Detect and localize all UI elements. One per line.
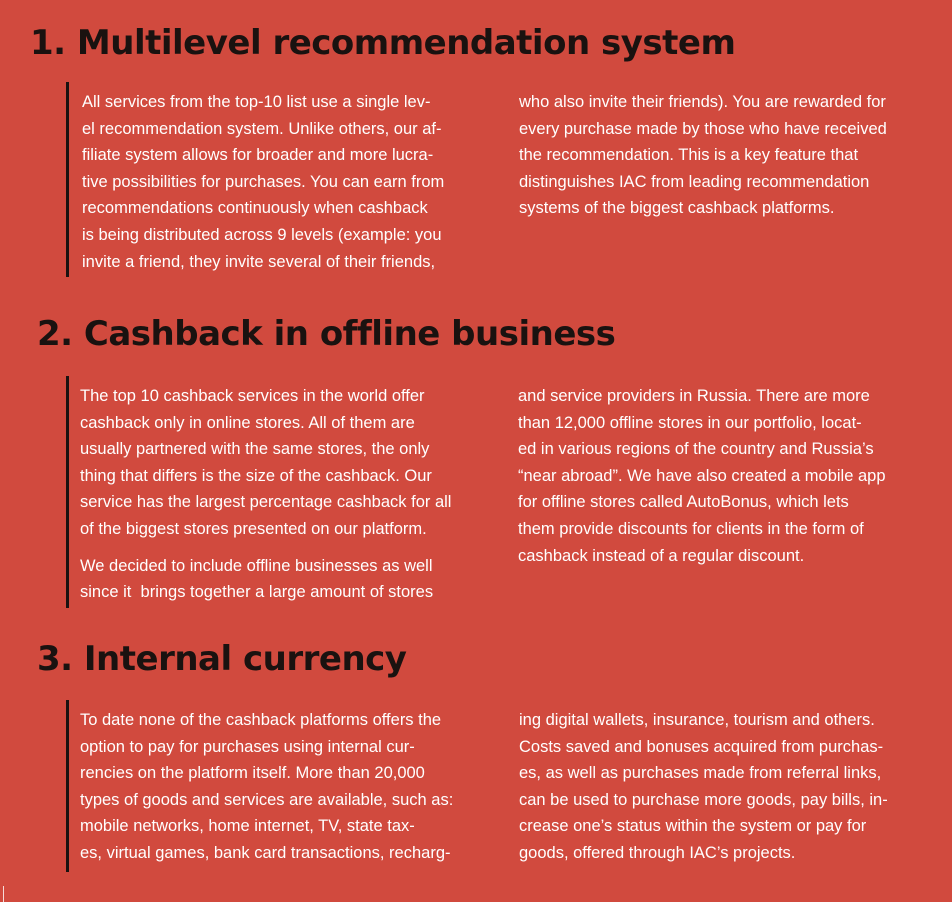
section-2-paragraph-1: The top 10 cashback services in the world offer cashback only in online stores. All of them are usually partnered with the same stores, the only thing that differs is the size of the cashback. Our service has the largest percentage cashback for all of the biggest stores presented on our platform. xyxy=(80,387,452,538)
section-1-accent-bar xyxy=(66,82,69,277)
section-1-title: 1. Multilevel recommendation system xyxy=(30,23,736,63)
section-3-accent-bar xyxy=(66,700,69,872)
section-3-title: 3. Internal currency xyxy=(37,639,407,679)
page-edge-mark xyxy=(3,886,4,902)
section-2-text-right: and service providers in Russia. There are more than 12,000 offline stores in our portfolio, locat- ed in various regions of the country and Russia’s “near abroad”. We have also created a mobile app for offline stores called AutoBonus, which lets them provide discounts for clients in the form of cashback instead of a regular discount. xyxy=(518,387,886,565)
section-1-text-right: who also invite their friends). You are rewarded for every purchase made by those who have received the recommendation. This is a key feature that distinguishes IAC from leading recommendation systems of the biggest cashback platforms. xyxy=(519,93,887,218)
section-2-text-left xyxy=(80,383,451,606)
section-2-paragraph-2: We decided to include offline businesses as well since it brings together a large amount of stores xyxy=(80,556,434,602)
section-2-accent-bar xyxy=(66,376,69,608)
section-3-text-left: To date none of the cashback platforms offers the option to pay for purchases using internal cur- rencies on the platform itself. More than 20,000 types of goods and services are available, such as: mobile networks, home internet, TV, state tax- es, virtual games, bank card transactions, recharg- xyxy=(80,711,454,862)
section-2-title: 2. Cashback in offline business xyxy=(37,314,616,354)
section-1-text-left: All services from the top-10 list use a single lev- el recommendation system. Unlike others, our af- filiate system allows for broader and more lucra- tive possibilities for purchases. You can earn from recommendations continuously when cashback is being distributed across 9 levels (example: you invite a friend, they invite several of their friends, xyxy=(82,93,445,271)
section-3-text-right: ing digital wallets, insurance, tourism and others. Costs saved and bonuses acquired from purchas- es, as well as purchases made from referral links, can be used to purchase more goods, pay bills, in- crease one’s status within the system or pay for goods, offered through IAC’s projects. xyxy=(519,711,888,862)
